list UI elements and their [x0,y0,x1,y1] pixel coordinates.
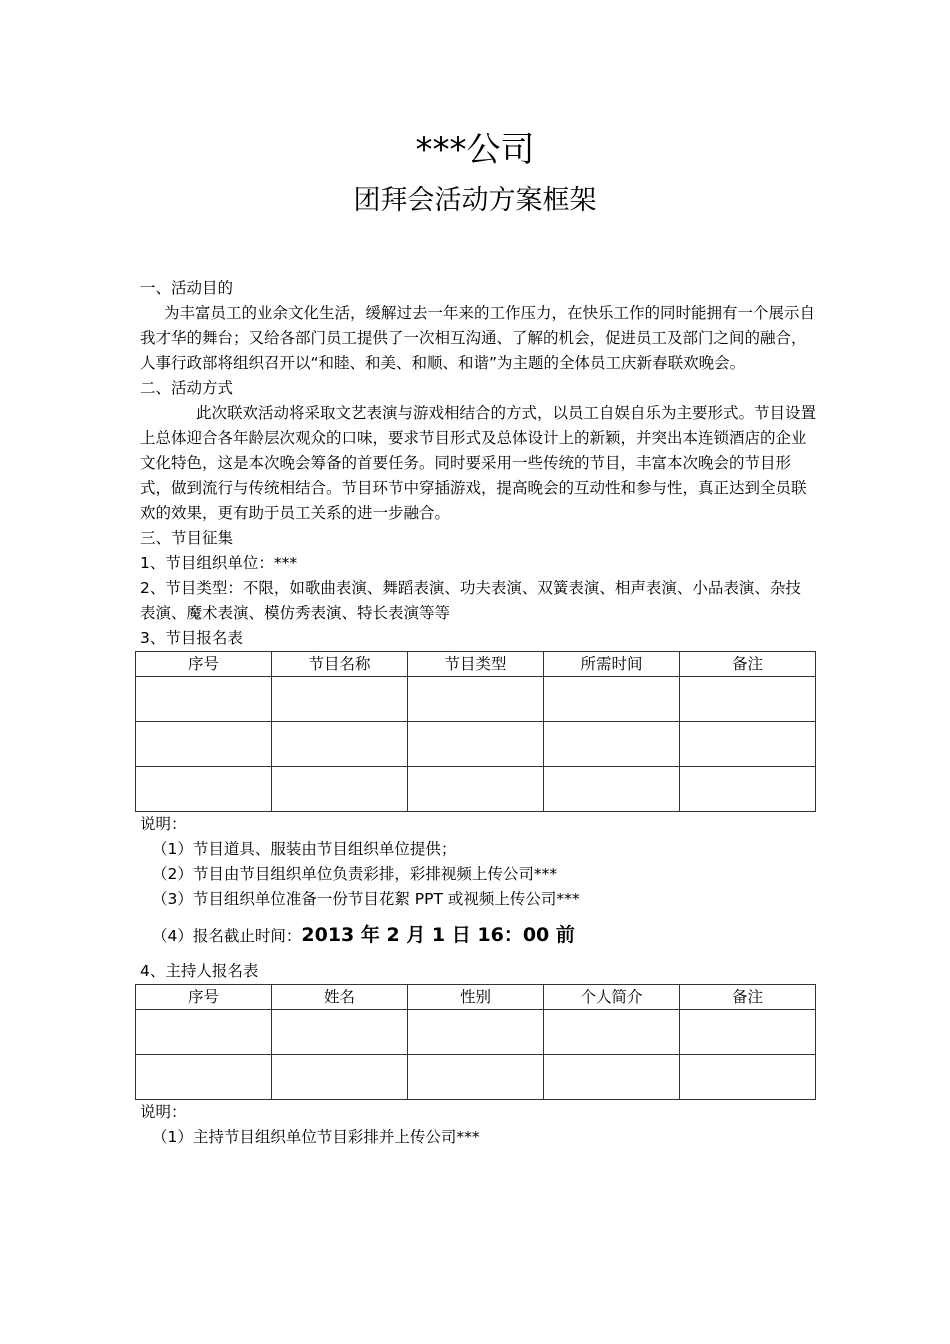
table-cell[interactable] [544,1010,680,1055]
table-cell[interactable] [544,767,680,812]
program-signup-title: 3、节目报名表 [140,629,243,647]
program-note: （3）节目组织单位准备一份节目花絮 PPT 或视频上传公司*** [152,890,580,908]
host-signup-table [135,984,816,1100]
table-row [136,1055,816,1100]
table-header-cell: 节目名称 [272,652,408,677]
table-cell[interactable] [408,677,544,722]
table-header-cell: 所需时间 [544,652,680,677]
table-cell[interactable] [680,722,816,767]
table-cell[interactable] [136,677,272,722]
table-cell[interactable] [272,1010,408,1055]
program-note: （2）节目由节目组织单位负责彩排，彩排视频上传公司*** [152,865,558,883]
table-cell[interactable] [544,1055,680,1100]
table-header-cell: 节目类型 [408,652,544,677]
table-cell[interactable] [136,722,272,767]
table-cell[interactable] [408,722,544,767]
table-header-cell: 备注 [680,985,816,1010]
table-cell[interactable] [408,1010,544,1055]
deadline-label: （4）报名截止时间： [152,927,302,945]
host-note: （1）主持节目组织单位节目彩排并上传公司*** [152,1128,480,1146]
section1-heading: 一、活动目的 [140,279,234,297]
table-cell[interactable] [136,1055,272,1100]
table-row [136,722,816,767]
table-header-row [136,652,816,677]
page-subtitle: 团拜会活动方案框架 [353,185,597,216]
table-cell[interactable] [408,1055,544,1100]
host-notes-label: 说明： [140,1103,187,1121]
table-cell[interactable] [272,722,408,767]
table-header-row [136,985,816,1010]
table-cell[interactable] [272,677,408,722]
table-cell[interactable] [544,722,680,767]
page-title: ***公司 [415,130,535,170]
table-cell[interactable] [136,767,272,812]
table-cell[interactable] [680,677,816,722]
section1-body: 为丰富员工的业余文化生活，缓解过去一年来的工作压力，在快乐工作的同时能拥有一个展示自我才华的舞台；又给各部门员工提供了一次相互沟通、了解的机会，促进员工及部门之间的融合，人事行政部将组织召开以“和睦、和美、和顺、和谐”为主题的全体员工庆新春联欢晚会。 [140,304,816,372]
program-types: 2、节目类型：不限，如歌曲表演、舞蹈表演、功夫表演、双簧表演、相声表演、小品表演、杂技表演、魔术表演、模仿秀表演、特长表演等等 [140,579,801,622]
table-cell[interactable] [272,767,408,812]
program-notes-label: 说明： [140,815,187,833]
table-cell[interactable] [544,677,680,722]
table-cell[interactable] [680,1010,816,1055]
table-cell[interactable] [136,1010,272,1055]
table-row [136,677,816,722]
table-header-cell: 个人简介 [544,985,680,1010]
table-header-cell: 性别 [408,985,544,1010]
program-signup-table [135,651,816,812]
section2-heading: 二、活动方式 [140,379,234,397]
table-header-cell: 序号 [136,985,272,1010]
section3-heading: 三、节目征集 [140,529,234,547]
table-header-cell: 序号 [136,652,272,677]
table-cell[interactable] [680,1055,816,1100]
program-note: （1）节目道具、服装由节目组织单位提供； [152,840,457,858]
signup-deadline [140,921,816,950]
table-row [136,1010,816,1055]
table-header-cell: 备注 [680,652,816,677]
table-header-cell: 姓名 [272,985,408,1010]
table-row [136,767,816,812]
deadline-value: 2013 年 2 月 1 日 16：00 前 [301,924,575,946]
table-cell[interactable] [680,767,816,812]
table-cell[interactable] [408,767,544,812]
section2-body: 此次联欢活动将采取文艺表演与游戏相结合的方式，以员工自娱自乐为主要形式。节目设置上总体迎合各年龄层次观众的口味，要求节目形式及总体设计上的新颖，并突出本连锁酒店的企业文化特色，这是本次晚会筹备的首要任务。同时要采用一些传统的节目，丰富本次晚会的节目形式，做到流行与传统相结合。节目环节中穿插游戏，提高晚会的互动性和参与性，真正达到全员联欢的效果，更有助于员工关系的进一步融合。 [140,404,817,522]
document-body [140,276,816,1150]
host-signup-title: 4、主持人报名表 [140,962,259,980]
program-organizer: 1、节目组织单位：*** [140,554,298,572]
table-cell[interactable] [272,1055,408,1100]
